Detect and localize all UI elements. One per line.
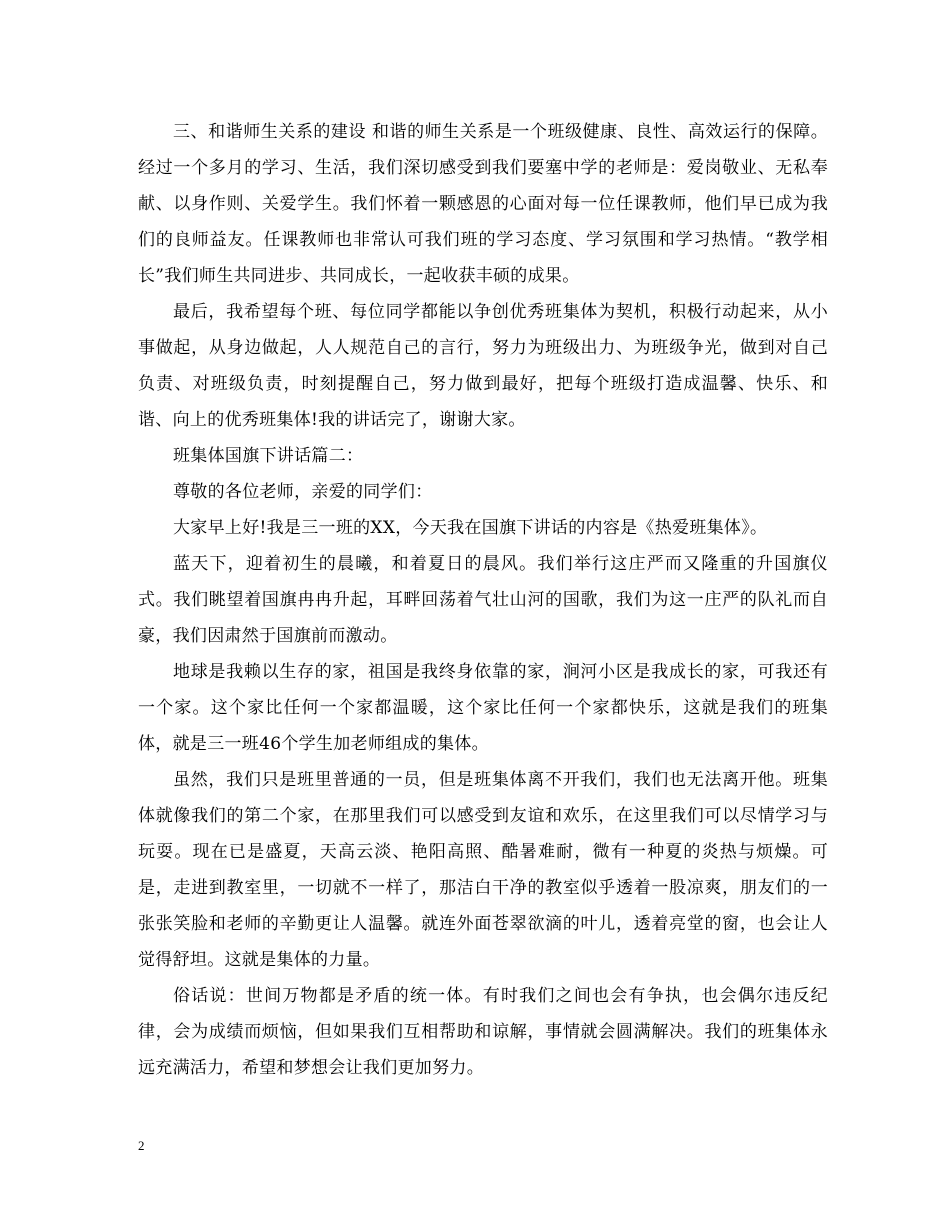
paragraph-second-home: 虽然，我们只是班里普通的一员，但是班集体离不开我们，我们也无法离开他。班集体就像我们的第二个家，在那里我们可以感受到友谊和欢乐，在这里我们可以尽情学习与玩耍。现在已是盛夏，天高云淡、艳阳高照、酷暑难耐，微有一种夏的炎热与烦燥。可是，走进到教室里，一切就不一样了，那洁白干净的教室似乎透着一股凉爽，朋友们的一张张笑脸和老师的辛勤更让人温馨。就连外面苍翠欲滴的叶儿，透着亮堂的窗，也会让人觉得舒坦。这就是集体的力量。 bbox=[138, 770, 828, 970]
paragraph-teacher-student-relations: 三、和谐师生关系的建设 和谐的师生关系是一个班级健康、良性、高效运行的保障。经过一个多月的学习、生活，我们深切感受到我们要塞中学的老师是：爱岗敬业、无私奉献、以身作则、关爱学生。我们怀着一颗感恩的心面对每一位任课教师，他们早已成为我们的良师益友。任课教师也非常认可我们班的学习态度、学习氛围和学习热情。“教学相长”我们师生共同进步、共同成长，一起收获丰硕的成果。 bbox=[138, 122, 828, 286]
paragraph-closing-remarks: 最后，我希望每个班、每位同学都能以争创优秀班集体为契机，积极行动起来，从小事做起，从身边做起，人人规范自己的言行，努力为班级出力、为班级争光，做到对自己负责、对班级负责，时刻提醒自己，努力做到最好，把每个班级打造成温馨、快乐、和谐、向上的优秀班集体!我的讲话完了，谢谢大家。 bbox=[138, 302, 828, 430]
page-number: 2 bbox=[138, 1138, 145, 1153]
paragraph-home-class: 地球是我赖以生存的家，祖国是我终身依靠的家，涧河小区是我成长的家，可我还有一个家。这个家比任何一个家都温暖，这个家比任何一个家都快乐，这就是我们的班集体，就是三一班46个学生加老师组成的集体。 bbox=[138, 662, 828, 754]
body-text bbox=[138, 114, 828, 1086]
paragraph-unity: 俗话说：世间万物都是矛盾的统一体。有时我们之间也会有争执，也会偶尔违反纪律，会为成绩而烦恼，但如果我们互相帮助和谅解，事情就会圆满解决。我们的班集体永远充满活力，希望和梦想会让我们更加努力。 bbox=[138, 986, 828, 1078]
paragraph-greeting: 大家早上好!我是三一班的XX，今天我在国旗下讲话的内容是《热爱班集体》。 bbox=[173, 518, 768, 538]
section-heading-speech-two: 班集体国旗下讲话篇二： bbox=[173, 446, 364, 466]
paragraph-salutation: 尊敬的各位老师，亲爱的同学们： bbox=[173, 482, 433, 502]
paragraph-flag-ceremony: 蓝天下，迎着初生的晨曦，和着夏日的晨风。我们举行这庄严而又隆重的升国旗仪式。我们眺望着国旗冉冉升起，耳畔回荡着气壮山河的国歌，我们为这一庄严的队礼而自豪，我们因肃然于国旗前而激动。 bbox=[138, 554, 828, 646]
